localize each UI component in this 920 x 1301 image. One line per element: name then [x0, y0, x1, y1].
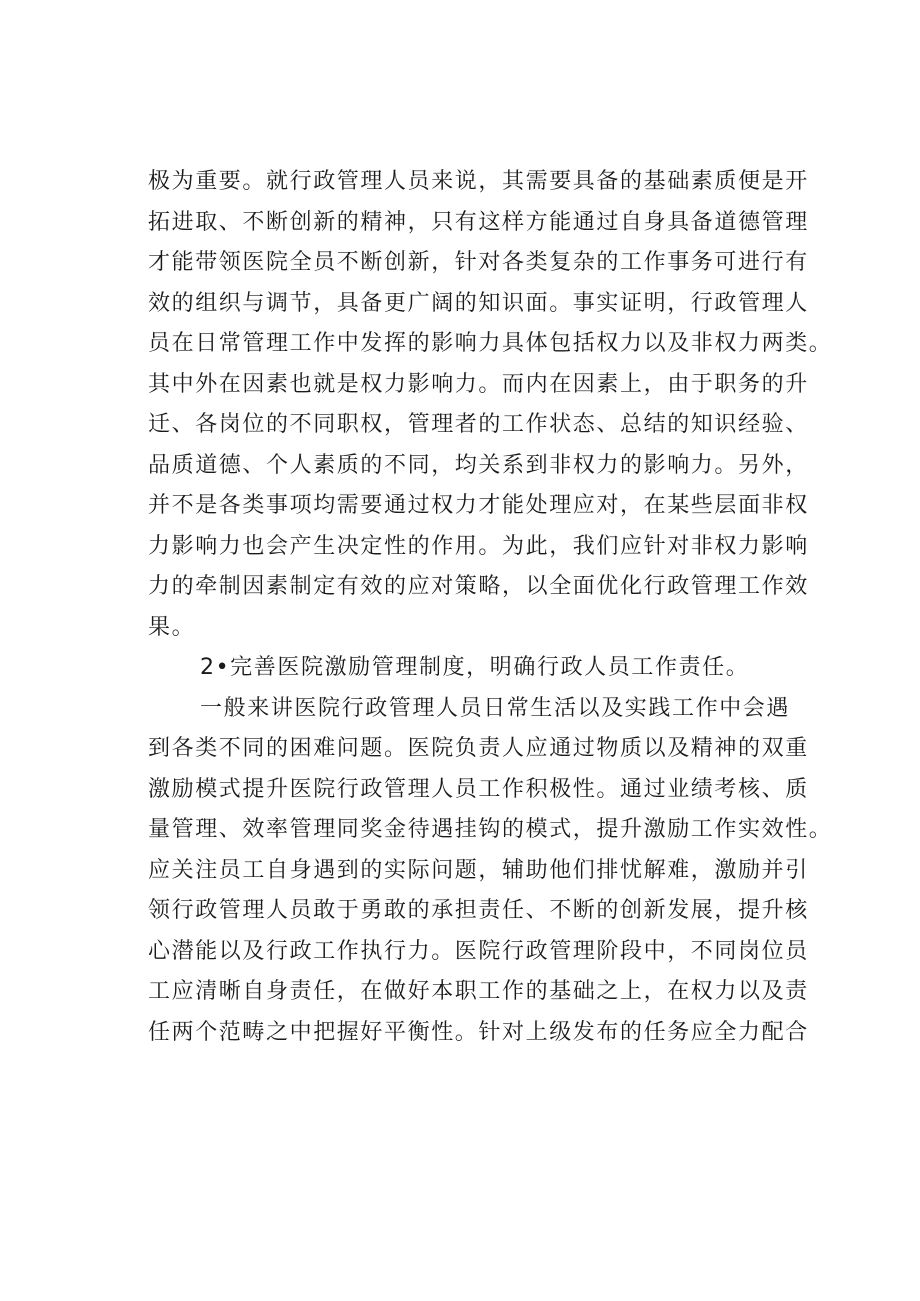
text-line: 效的组织与调节，具备更广阔的知识面。事实证明，行政管理人 — [148, 290, 809, 316]
text-line: 工应清晰自身责任，在做好本职工作的基础之上，在权力以及责 — [148, 979, 809, 1004]
text-line: 激励模式提升医院行政管理人员工作积极性。通过业绩考核、质 — [148, 776, 809, 802]
document-body — [148, 162, 833, 1053]
text-line: 领行政管理人员敢于勇敢的承担责任、不断的创新发展，提升核 — [148, 898, 809, 923]
text-line: 并不是各类事项均需要通过权力才能处理应对，在某些层面非权 — [148, 493, 809, 518]
section-heading: 2•完善医院激励管理制度，明确行政人员工作责任。 — [200, 655, 750, 680]
text-line: 迁、各岗位的不同职权，管理者的工作状态、总结的知识经验、 — [148, 412, 809, 437]
text-line: 任两个范畴之中把握好平衡性。针对上级发布的任务应全力配合 — [148, 1019, 809, 1045]
text-line: 才能带领医院全员不断创新，针对各类复杂的工作事务可进行有 — [148, 250, 809, 275]
text-line: 应关注员工自身遇到的实际问题，辅助他们排忧解难，激励并引 — [148, 857, 809, 883]
text-line: 其中外在因素也就是权力影响力。而内在因素上，由于职务的升 — [148, 371, 809, 397]
text-line: 员在日常管理工作中发挥的影响力具体包括权力以及非权力两类。 — [148, 331, 833, 356]
text-line: 极为重要。就行政管理人员来说，其需要具备的基础素质便是开 — [148, 169, 809, 194]
text-line: 拓进取、不断创新的精神，只有这样方能通过自身具备道德管理 — [148, 209, 809, 235]
text-line: 品质道德、个人素质的不同，均关系到非权力的影响力。另外， — [148, 452, 809, 478]
text-line: 心潜能以及行政工作执行力。医院行政管理阶段中，不同岗位员 — [148, 938, 809, 964]
text-line: 果。 — [148, 614, 196, 640]
text-line: 一般来讲医院行政管理人员日常生活以及实践工作中会遇 — [200, 695, 791, 721]
paragraph-1 — [148, 162, 833, 648]
paragraph-2 — [148, 689, 833, 1054]
text-line: 到各类不同的困难问题。医院负责人应通过物质以及精神的双重 — [148, 736, 809, 761]
text-line: 力影响力也会产生决定性的作用。为此，我们应针对非权力影响 — [148, 533, 809, 559]
text-line: 力的牵制因素制定有效的应对策略，以全面优化行政管理工作效 — [148, 574, 809, 599]
text-line: 量管理、效率管理同奖金待遇挂钩的模式，提升激励工作实效性。 — [148, 817, 833, 842]
